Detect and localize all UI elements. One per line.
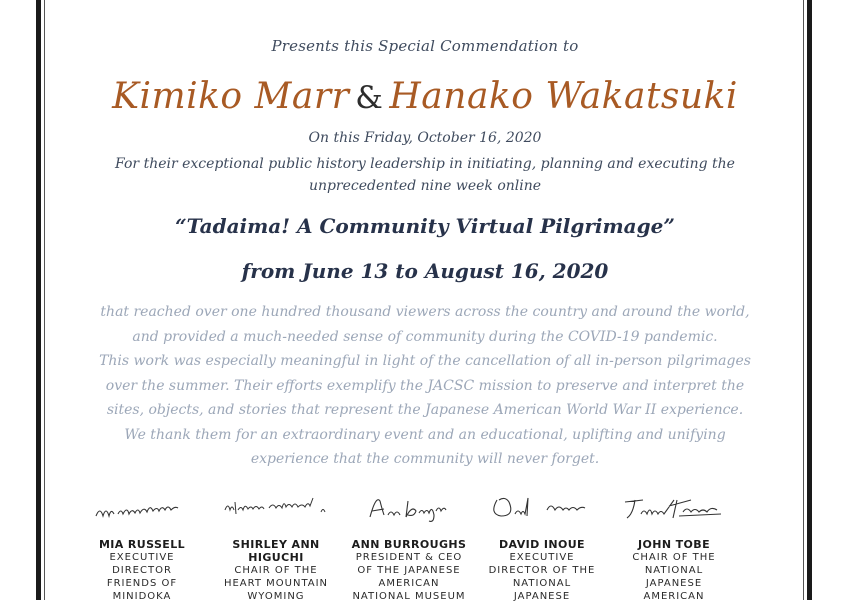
signer-title: PRESIDENT & CEO <box>355 552 463 563</box>
signer-title: FRIENDS OF <box>106 578 178 589</box>
signature-john-tobe <box>608 490 740 528</box>
body-line: that reached over one hundred thousand viewers across the country and around the world, <box>100 304 750 320</box>
signer-title: EXECUTIVE <box>109 552 175 563</box>
body-line: over the summer. Their efforts exemplify the JACSC mission to preserve and interpret the <box>105 377 745 394</box>
body-line: sites, objects, and stories that represent the Japanese American World War II experience. <box>106 402 744 418</box>
signer-shirley-higuchi <box>210 490 342 603</box>
signer-name: ANN BURROUGHS <box>351 538 467 551</box>
signer-title: DIRECTOR OF THE <box>488 565 596 576</box>
signer-title: AMERICAN <box>378 578 440 589</box>
signer-title: OF THE JAPANESE <box>357 565 461 576</box>
signer-john-tobe <box>608 490 740 603</box>
signers-row <box>60 490 790 610</box>
signer-title: HEART MOUNTAIN <box>223 578 329 589</box>
ampersand: & <box>355 80 384 116</box>
signer-name: JOHN TOBE <box>637 538 711 551</box>
signer-name: DAVID INOUE <box>499 538 585 551</box>
signer-title: MINIDOKA <box>112 591 172 602</box>
presents-line: Presents this Special Commendation to <box>271 37 579 55</box>
signer-title: NATIONAL MUSEUM <box>352 591 466 602</box>
date-line: On this Friday, October 16, 2020 <box>308 130 542 146</box>
signature-ann-burroughs <box>343 490 475 528</box>
certificate-content <box>44 0 806 600</box>
event-dates: from June 13 to August 16, 2020 <box>241 259 609 283</box>
signer-title: CHAIR OF THE <box>234 565 318 576</box>
signer-david-inoue <box>476 490 608 603</box>
recipient-names <box>44 76 806 117</box>
body-line: experience that the community will never forget. <box>250 451 600 467</box>
signature-david-inoue <box>476 490 608 528</box>
body-line: and provided a much-needed sense of community during the COVID-19 pandemic. <box>132 328 718 345</box>
recipient-2: Hanako Wakatsuki <box>389 76 738 117</box>
body-line: We thank them for an extraordinary event and an educational, uplifting and unifying <box>124 426 726 443</box>
body-line: This work was especially meaningful in light of the cancellation of all in-person pilgrimages <box>99 353 751 369</box>
reason-line: unprecedented nine week online <box>308 178 542 194</box>
commendation-body <box>58 300 792 472</box>
signer-ann-burroughs <box>343 490 475 603</box>
reason-text <box>84 153 766 197</box>
signer-title: AMERICAN <box>643 591 705 602</box>
signer-title: DIRECTOR <box>112 565 172 576</box>
signer-name: MIA RUSSELL <box>98 538 186 551</box>
signer-title: NATIONAL <box>644 565 704 576</box>
signer-title: WYOMING <box>247 591 305 602</box>
reason-line: For their exceptional public history leadership in initiating, planning and executing the <box>115 156 735 172</box>
signer-name: HIGUCHI <box>248 551 304 564</box>
signer-mia-russell <box>76 490 208 603</box>
event-title: “Tadaima! A Community Virtual Pilgrimage” <box>175 214 675 238</box>
signature-mia-russell <box>76 490 208 528</box>
signer-title: CHAIR OF THE <box>632 552 716 563</box>
signature-shirley-higuchi <box>210 490 342 528</box>
signer-name: SHIRLEY ANN <box>232 538 320 551</box>
recipient-1: Kimiko Marr <box>112 76 350 117</box>
signer-title: JAPANESE <box>645 578 703 589</box>
signer-title: NATIONAL <box>512 578 572 589</box>
signer-title: JAPANESE <box>513 591 571 602</box>
signer-title: EXECUTIVE <box>509 552 575 563</box>
